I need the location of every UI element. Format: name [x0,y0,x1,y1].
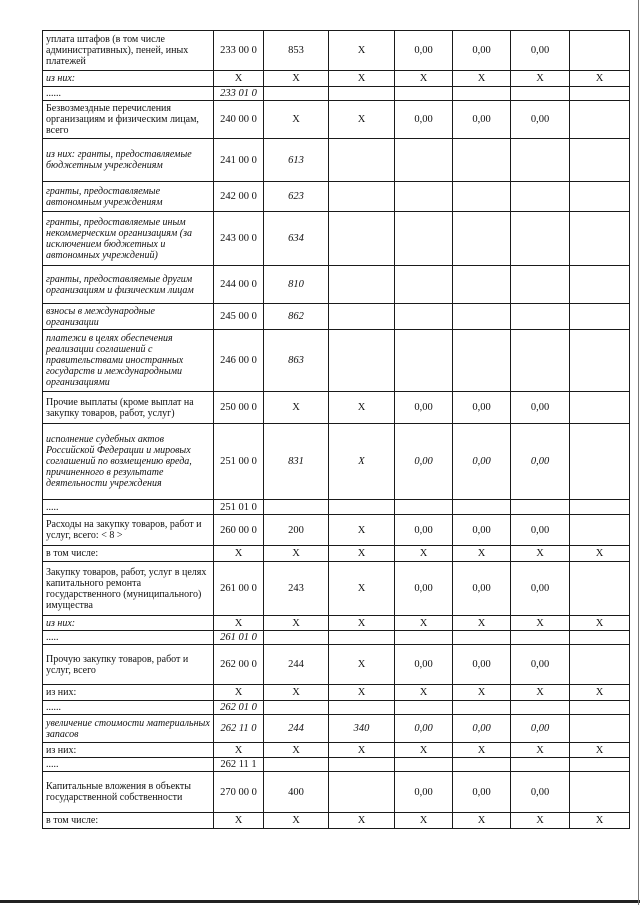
row-kosgu: 400 [264,772,329,813]
row-col4: X [329,685,395,701]
row-kosgu [264,758,329,772]
row-col4 [329,758,395,772]
row-col4: X [329,813,395,829]
row-col4 [329,212,395,266]
row-col4: X [329,31,395,71]
row-col4 [329,330,395,392]
row-col4: X [329,546,395,562]
row-col5: 0,00 [395,31,453,71]
row-col6: 0,00 [453,101,511,139]
row-col5 [395,500,453,515]
row-col8 [570,87,630,101]
row-col8 [570,715,630,743]
row-col6: 0,00 [453,515,511,546]
row-kosgu [264,87,329,101]
table-row [43,212,630,266]
row-col5 [395,87,453,101]
row-col8 [570,645,630,685]
row-col7 [511,330,570,392]
row-name: ..... [43,500,214,515]
row-col7: 0,00 [511,562,570,616]
row-col5: 0,00 [395,101,453,139]
row-col8: X [570,743,630,758]
row-col7 [511,304,570,330]
row-col4: X [329,71,395,87]
row-col4: X [329,392,395,424]
row-code: 233 00 0 [214,31,264,71]
row-col7: 0,00 [511,392,570,424]
table-row [43,645,630,685]
row-col8 [570,392,630,424]
row-col6 [453,304,511,330]
row-col4 [329,87,395,101]
row-col5: 0,00 [395,424,453,500]
row-code: 242 00 0 [214,182,264,212]
row-kosgu: 831 [264,424,329,500]
row-col8 [570,424,630,500]
row-col5: X [395,813,453,829]
row-col8: X [570,546,630,562]
row-col7 [511,182,570,212]
row-col7 [511,212,570,266]
row-kosgu: 613 [264,139,329,182]
row-col8 [570,182,630,212]
row-col5 [395,182,453,212]
row-name: гранты, предоставляемые другим организациям и физическим лицам [43,266,214,304]
row-name: Безвозмездные перечисления организациям и физическим лицам, всего [43,101,214,139]
row-code: 262 11 0 [214,715,264,743]
row-code: 251 01 0 [214,500,264,515]
row-name: увеличение стоимости материальных запасов [43,715,214,743]
row-code: X [214,71,264,87]
row-col8: X [570,616,630,631]
row-code: X [214,546,264,562]
row-col5: X [395,616,453,631]
row-name: гранты, предоставляемые иным некоммерческим организациям (за исключением бюджетных и автономных учреждений) [43,212,214,266]
scan-edge-right [638,0,639,905]
row-col6: X [453,685,511,701]
table-row [43,304,630,330]
row-kosgu: 244 [264,715,329,743]
row-col6: 0,00 [453,562,511,616]
row-col4 [329,139,395,182]
row-col6: X [453,546,511,562]
row-col6: X [453,743,511,758]
row-kosgu: 623 [264,182,329,212]
table-row [43,758,630,772]
row-col6: X [453,616,511,631]
row-kosgu: 243 [264,562,329,616]
row-col7 [511,758,570,772]
row-col7 [511,500,570,515]
row-col7: X [511,743,570,758]
row-kosgu: 810 [264,266,329,304]
table-row [43,182,630,212]
row-col5: 0,00 [395,715,453,743]
row-col6 [453,87,511,101]
row-col7: X [511,813,570,829]
row-kosgu: X [264,813,329,829]
row-col8 [570,101,630,139]
row-col8 [570,701,630,715]
row-name: из них: [43,743,214,758]
row-col4 [329,182,395,212]
row-name: ...... [43,87,214,101]
row-kosgu: 634 [264,212,329,266]
row-code: 240 00 0 [214,101,264,139]
row-col4: X [329,101,395,139]
row-col4: X [329,743,395,758]
row-col5 [395,631,453,645]
row-kosgu: X [264,71,329,87]
row-code: 243 00 0 [214,212,264,266]
row-kosgu: X [264,685,329,701]
row-col7: X [511,616,570,631]
row-col5 [395,266,453,304]
table-row [43,813,630,829]
row-col5 [395,212,453,266]
row-col4: X [329,616,395,631]
row-col8 [570,758,630,772]
row-name: из них: [43,685,214,701]
row-kosgu: 853 [264,31,329,71]
row-name: из них: [43,616,214,631]
row-col8 [570,304,630,330]
row-name: гранты, предоставляемые автономным учреждениям [43,182,214,212]
row-col7 [511,139,570,182]
row-name: Прочую закупку товаров, работ и услуг, всего [43,645,214,685]
row-kosgu [264,701,329,715]
table-row [43,743,630,758]
table-row [43,139,630,182]
row-code: 233 01 0 [214,87,264,101]
row-code: X [214,685,264,701]
row-kosgu: 863 [264,330,329,392]
row-code: X [214,813,264,829]
row-col5: 0,00 [395,515,453,546]
row-col6 [453,631,511,645]
row-code: 262 01 0 [214,701,264,715]
row-col6 [453,330,511,392]
row-col4 [329,266,395,304]
row-code: 260 00 0 [214,515,264,546]
row-code: X [214,616,264,631]
row-name: в том числе: [43,813,214,829]
row-col8 [570,330,630,392]
row-col5: 0,00 [395,772,453,813]
row-col4 [329,304,395,330]
row-col5 [395,701,453,715]
row-name: Капитальные вложения в объекты государственной собственности [43,772,214,813]
row-kosgu [264,500,329,515]
row-name: из них: гранты, предоставляемые бюджетным учреждениям [43,139,214,182]
row-col6 [453,500,511,515]
row-col5: 0,00 [395,392,453,424]
table-row [43,101,630,139]
row-name: Расходы на закупку товаров, работ и услуг, всего: < 8 > [43,515,214,546]
row-col5 [395,330,453,392]
row-col6 [453,212,511,266]
row-name: из них: [43,71,214,87]
row-name: платежи в целях обеспечения реализации соглашений с правительствами иностранных государств и международными организациями [43,330,214,392]
row-col8 [570,631,630,645]
row-code: 262 11 1 [214,758,264,772]
row-col6 [453,182,511,212]
row-col7 [511,87,570,101]
table-row [43,715,630,743]
table-row [43,87,630,101]
row-col5: X [395,71,453,87]
row-kosgu: X [264,101,329,139]
row-code: 241 00 0 [214,139,264,182]
row-code: 262 00 0 [214,645,264,685]
row-col7 [511,631,570,645]
row-col6 [453,701,511,715]
table-row [43,392,630,424]
row-code: 261 00 0 [214,562,264,616]
row-code: 250 00 0 [214,392,264,424]
row-col6: X [453,71,511,87]
row-col8 [570,212,630,266]
row-col6: 0,00 [453,772,511,813]
expenses-table [42,30,630,829]
row-col8 [570,772,630,813]
row-col7 [511,701,570,715]
row-col4: X [329,424,395,500]
row-code: 270 00 0 [214,772,264,813]
row-code: 251 00 0 [214,424,264,500]
scan-edge-bottom [0,900,640,903]
table-row [43,616,630,631]
row-col6: 0,00 [453,424,511,500]
row-col5 [395,758,453,772]
row-col5 [395,139,453,182]
row-col4: X [329,562,395,616]
row-col5 [395,304,453,330]
row-col4: X [329,515,395,546]
row-col8 [570,500,630,515]
row-name: взносы в международные организации [43,304,214,330]
row-col8 [570,139,630,182]
table-row [43,31,630,71]
row-name: исполнение судебных актов Российской Федерации и мировых соглашений по возмещению вреда, причиненного в результате деятельности учреждения [43,424,214,500]
row-col8 [570,515,630,546]
table-row [43,701,630,715]
row-col7: 0,00 [511,31,570,71]
table-row [43,71,630,87]
table-row [43,631,630,645]
row-name: ..... [43,758,214,772]
row-col7: X [511,685,570,701]
row-col6: X [453,813,511,829]
row-col7: 0,00 [511,715,570,743]
row-col6: 0,00 [453,645,511,685]
row-col8: X [570,685,630,701]
row-code: 261 01 0 [214,631,264,645]
row-col8: X [570,71,630,87]
row-code: 246 00 0 [214,330,264,392]
row-name: ...... [43,701,214,715]
row-name: Закупку товаров, работ, услуг в целях капитального ремонта государственного (муниципального) имущества [43,562,214,616]
row-kosgu: 200 [264,515,329,546]
row-kosgu [264,631,329,645]
row-col7: 0,00 [511,101,570,139]
row-col4 [329,500,395,515]
table-row [43,330,630,392]
table-row [43,266,630,304]
row-kosgu: 244 [264,645,329,685]
row-kosgu: X [264,392,329,424]
row-col4 [329,631,395,645]
row-kosgu: X [264,616,329,631]
row-col6: 0,00 [453,392,511,424]
row-col7: 0,00 [511,424,570,500]
row-kosgu: X [264,546,329,562]
row-col8 [570,562,630,616]
row-col5: X [395,546,453,562]
table-row [43,500,630,515]
row-col7: X [511,71,570,87]
row-col5: 0,00 [395,645,453,685]
row-kosgu: 862 [264,304,329,330]
row-col4: X [329,645,395,685]
row-col7: 0,00 [511,645,570,685]
row-col7: 0,00 [511,515,570,546]
row-name: в том числе: [43,546,214,562]
row-col6 [453,758,511,772]
row-col4: 340 [329,715,395,743]
row-col8: X [570,813,630,829]
row-col4 [329,701,395,715]
table-row [43,772,630,813]
row-col5: 0,00 [395,562,453,616]
row-col7 [511,266,570,304]
row-code: 244 00 0 [214,266,264,304]
row-col5: X [395,743,453,758]
row-col6: 0,00 [453,31,511,71]
table-row [43,546,630,562]
row-name: ..... [43,631,214,645]
row-code: X [214,743,264,758]
row-col6: 0,00 [453,715,511,743]
table-row [43,562,630,616]
row-col4 [329,772,395,813]
row-col8 [570,266,630,304]
table-row [43,424,630,500]
row-col7: X [511,546,570,562]
row-col8 [570,31,630,71]
row-col7: 0,00 [511,772,570,813]
table-row [43,515,630,546]
row-code: 245 00 0 [214,304,264,330]
row-kosgu: X [264,743,329,758]
row-col5: X [395,685,453,701]
row-col6 [453,266,511,304]
row-name: Прочие выплаты (кроме выплат на закупку товаров, работ, услуг) [43,392,214,424]
row-name: уплата штафов (в том числе административных), пеней, иных платежей [43,31,214,71]
table-row [43,685,630,701]
row-col6 [453,139,511,182]
